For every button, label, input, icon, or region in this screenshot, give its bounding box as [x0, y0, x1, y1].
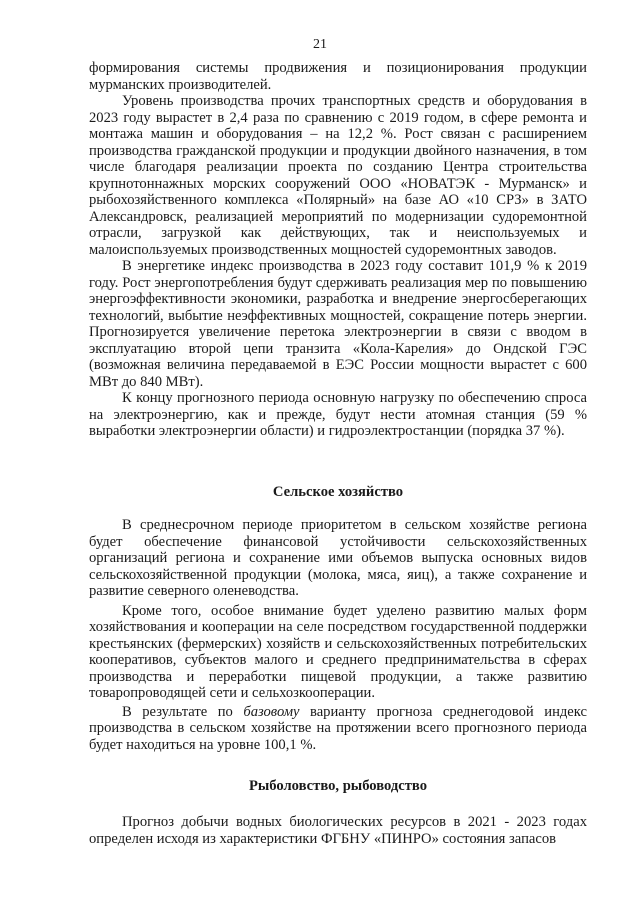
- paragraph: К концу прогнозного периода основную нагрузку по обеспечению спроса на электроэнергию, как и прежде, будут нести атомная станция (59 % выработки электроэнергии области) и гидроэлектростанции (порядка 37 %).: [89, 390, 587, 439]
- intro-section: [89, 60, 587, 440]
- emphasis-text: базовому: [243, 703, 300, 720]
- text-run: варианту прогноза среднегодовой индекс производства в сельском хозяйстве на протяжении всего прогнозного периода будет находиться на уровне 100,1 %.: [89, 703, 587, 753]
- section-heading-fishing: Рыболовство, рыбоводство: [248, 778, 428, 794]
- paragraph: Уровень производства прочих транспортных средств и оборудования в 2023 году вырастет в 2,4 раза по сравнению с 2019 годом, в сфере ремонта и монтажа машин и оборудования – на 12,2 %. Рост связан с расширением производства гражданской продукции и продукции двойного назначения, в том числе благодаря реализации проекта по созданию Центра строительства крупнотоннажных морских сооружений ООО «НОВАТЭК - Мурманск» и рыбохозяйственного комплекса «Полярный» на базе АО «10 СРЗ» в ЗАТО Александровск, реализацией мероприятий по модернизации судоремонтной отрасли, загрузкой как действующих, так и неиспользуемых и малоиспользуемых производственных мощностей судоремонтных заводов.: [89, 93, 587, 258]
- paragraph: В энергетике индекс производства в 2023 году составит 101,9 % к 2019 году. Рост энергопотребления будут сдерживать реализация мер по повышению энергоэффективности экономики, разработка и внедрение энергосберегающих технологий, выбытие неэффективных мощностей, сокращение потерь энергии. Прогнозируется увеличение перетока электроэнергии в связи с вводом в эксплуатацию второй цепи транзита «Кола-Карелия» до Ондской ГЭС (возможная величина передаваемой в ЕЭС России мощности вырастет с 600 МВт до 840 МВт).: [89, 258, 587, 390]
- text-run: В результате по: [122, 703, 244, 720]
- agriculture-section: [89, 517, 587, 753]
- paragraph: Кроме того, особое внимание будет уделено развитию малых форм хозяйствования и кооперации на селе посредством государственной поддержки крестьянских (фермерских) хозяйств и сельскохозяйственных потребительских кооперативов, субъектов малого и среднего предпринимательства в сферах производства и переработки пищевой продукции, а также развитию товаропроводящей сети и сельхозкооперации.: [89, 602, 587, 701]
- fishing-section: [89, 814, 587, 847]
- paragraph: формирования системы продвижения и позиционирования продукции мурманских производителей.: [89, 60, 587, 93]
- section-heading-agriculture: Сельское хозяйство: [272, 484, 404, 500]
- page-number: 21: [313, 37, 327, 52]
- paragraph: Прогноз добычи водных биологических ресурсов в 2021 - 2023 годах определен исходя из характеристики ФГБНУ «ПИНРО» состояния запасов: [89, 814, 587, 847]
- paragraph: В среднесрочном периоде приоритетом в сельском хозяйстве региона будет обеспечение финансовой устойчивости сельскохозяйственных организаций региона и сохранение ими объемов выпуска основных видов сельскохозяйственной продукции (молока, мяса, яиц), а также сохранение и развитие северного оленеводства.: [89, 517, 587, 599]
- paragraph: [89, 704, 587, 754]
